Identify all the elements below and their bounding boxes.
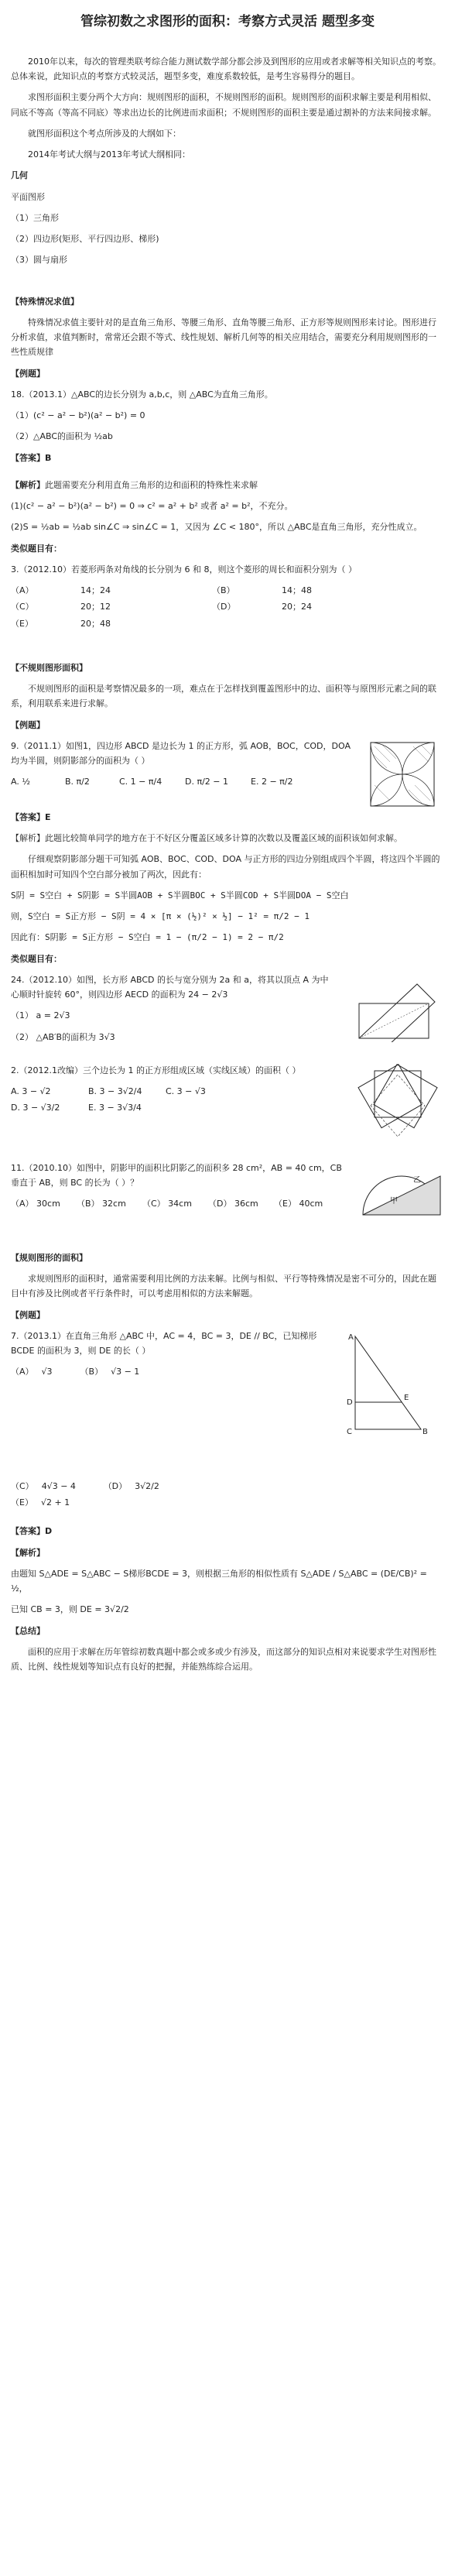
analysis-label: 【解析】 [11,479,45,490]
option: （D） 36cm [208,1199,258,1209]
option-value: √2 + 1 [40,1497,70,1508]
question-text: 7.（2013.1）在直角三角形 △ABC 中，AC = 4，BC = 3，DE // BC，已知梯形 BCDE 的面积为 3，则 DE 的长（ ） [11,1330,317,1356]
article [11,0,444,1674]
question-text: 11.（2010.10）如图中，阴影甲的面积比阴影乙的面积多 28 cm²，AB = 40 cm，CB 垂直于 AB，则 BC 的长为（ ）？ [11,1162,342,1188]
condition-2: （2）△ABC的面积为 ½ab [11,431,113,442]
condition-1: （1） a = 2√3 [11,1010,70,1021]
question-text: 9.（2011.1）如图1，四边形 ABCD 是边长为 1 的正方形，弧 AOB，BOC，COD，DOA 均为半圆，则阴影部分的面积为（ ） [11,740,351,766]
intro-para-3: 就图形面积这个考点所涉及的大纲如下： [28,128,181,139]
option-row [11,599,444,614]
section-heading: 【规则图形的面积】 [11,1252,87,1263]
fig-label-d: D [347,1398,353,1407]
syllabus-item: （2）四边形(矩形、平行四边形、梯形) [11,234,159,244]
formula-line: 则，S空白 = S正方形 − S阴 = 4 × [π × (½)² × ½] − 1² = π/2 − 1 [11,911,310,921]
option-row [11,583,444,598]
analysis-text: 已知 CB = 3，则 DE = 3√2/2 [11,1604,129,1615]
intro-para-4: 2014年考试大纲与2013年考试大纲相同： [28,149,190,159]
option: （B） 32cm [77,1199,126,1209]
option-value: √3 − 1 [111,1367,140,1377]
option: C. 1 − π/4 [119,777,162,787]
question-block [11,1161,444,1223]
syllabus-heading: 几何 [11,170,28,181]
fig-label-b: B [422,1427,428,1436]
question-block [11,972,444,1051]
figure-three-squares [351,1063,444,1148]
section-body: 求规则图形的面积时，通常需要利用比例的方法来解。比例与相似、平行等特殊情况是密不可分的，因此在题目中有涉及比例或者平行条件时，可以考虑用相似的方法来解题。 [11,1274,436,1299]
condition-1: （1）(c² − a² − b²)(a² − b²) = 0 [11,410,145,420]
answer-text: 【答案】D [11,1526,53,1537]
question-block [11,739,444,810]
fig-label-jia: 甲 [390,1196,398,1206]
option: B. π/2 [65,777,90,787]
analysis-text: 此题需要充分利用直角三角形的边和面积的特殊性来求解 [45,479,258,490]
option-row [11,1479,444,1494]
option: （C） 34cm [142,1199,192,1209]
option-value: 14；24 [80,585,111,595]
question-text: 3.（2012.10）若菱形两条对角线的长分别为 6 和 8，则这个菱形的周长和面积分别为（ ） [11,564,357,575]
option-value: 20；24 [282,602,312,612]
option-value: 20；48 [80,618,111,629]
option-value: 4√3 − 4 [41,1480,76,1491]
option: C. 3 − √3 [166,1086,206,1096]
section-heading: 【特殊情况求值】 [11,296,79,307]
fig-label-e: E [404,1393,409,1402]
option-row [11,1084,344,1099]
fig-label-c: C [347,1427,352,1436]
analysis-text: 【解析】此题比较简单同学的地方在于不好区分覆盖区域多计算的次数以及覆盖区域的面积该如何求解。 [11,833,402,843]
section-body: 特殊情况求值主要针对的是直角三角形、等腰三角形、直角等腰三角形、正方形等规则图形来讨论。图形进行分析求值，求值判断时，常常还会跟不等式、线性规划、解析几何等的相关应用结合，需要充分利用规则图形的一些性质规律 [11,317,436,358]
syllabus-item: （1）三角形 [11,212,59,223]
figure-rotated-rectangle [344,972,444,1042]
option-row [11,1364,328,1379]
option: D. 3 − √3/2 [11,1103,60,1113]
option-label: （E） [11,618,33,629]
intro-para-2: 求图形面积主要分两个大方向：规则图形的面积，不规则图形的面积。规则图形的面积求解主要是利用相似、同底不等高（等高不同底）等求出边长的比例进而求面积；不规则图形的面积主要是通过割补的方法来间接求解。 [11,92,436,118]
summary-label: 【总结】 [11,1625,45,1636]
option-label: （B） [212,585,235,595]
condition-2: （2） △AB′B的面积为 3√3 [11,1031,115,1042]
option-value: 3√2/2 [135,1480,159,1491]
option: D. π/2 − 1 [185,777,228,787]
example-label: 【例题】 [11,1309,45,1320]
option-row [11,616,444,631]
option: A. ½ [11,777,30,787]
analysis-text: 仔细观察阴影部分题干可知弧 AOB、BOC、COD、DOA 与正方形的四边分别组成四个半圆，将这四个半圆的面积相加时可知四个空白部分被加了两次，因此有： [11,854,440,880]
option: （A） 30cm [11,1199,60,1209]
intro-para-1: 2010年以来，每次的管理类联考综合能力测试数学部分都会涉及到图形的应用或者求解等相关知识点的考察。总体来说，此知识点的考察方式较灵活，题型多变，难度系数较低，是考生容易得分的题目。 [11,56,441,81]
option: E. 2 − π/2 [251,777,293,787]
option-row [11,1196,351,1211]
syllabus-sub: 平面图形 [11,191,45,202]
question-block [11,1063,444,1148]
figure-semicircle-shaded [359,1161,444,1223]
analysis-line-2: (2)S = ½ab = ½ab sin∠C ⇒ sin∠C = 1，又因为 ∠C < 180°，所以 △ABC是直角三角形，充分性成立。 [11,522,422,533]
formula-line: S阴 = S空白 + S阴影 = S半圆AOB + S半圆BOC + S半圆COD + S半圆DOA − S空白 [11,890,349,900]
option-label: （D） [212,602,236,612]
option-label: （C） [11,602,34,612]
option-label: （C） [11,1480,34,1491]
fig-label-yi: 乙 [413,1175,421,1185]
answer-text: 【答案】B [11,452,52,463]
option-row [11,1495,444,1510]
syllabus-item: （3）圆与扇形 [11,255,67,266]
option: B. 3 − 3√2/4 [88,1086,142,1096]
example-label: 【例题】 [11,719,45,730]
option-value: 20；12 [80,602,111,612]
figure-right-triangle [336,1329,444,1437]
option-label: （D） [103,1480,128,1491]
section-body: 不规则图形的面积是考察情况最多的一项，难点在于怎样找到覆盖图形中的边、面积等与原图形元素之间的联系，利用联系来进行求解。 [11,684,436,709]
similar-label: 类似题目有： [11,953,62,964]
option: A. 3 − √2 [11,1086,51,1096]
option-value: 14；48 [282,585,312,595]
option: （E） 40cm [274,1199,323,1209]
similar-label: 类似题目有： [11,543,62,554]
option-row [11,1100,344,1115]
page-title: 管综初数之求图形的面积：考察方式灵活 题型多变 [80,14,375,29]
question-text: 18.（2013.1）△ABC的边长分别为 a,b,c，则 △ABC为直角三角形。 [11,389,273,400]
section-heading: 【不规则图形面积】 [11,662,87,673]
option-row [11,774,359,789]
option-label: （B） [80,1367,104,1377]
figure-square-semicircles [367,739,444,810]
question-block [11,1329,444,1437]
formula-line: 因此有：S阴影 = S正方形 − S空白 = 1 − (π/2 − 1) = 2 − π/2 [11,932,284,943]
option-value: √3 [41,1367,53,1377]
analysis-text: 由题知 S△ADE = S△ABC − S梯形BCDE = 3，则根据三角形的相似性质有 S△ADE / S△ABC = (DE/CB)² = ½， [11,1568,427,1593]
question-text: 2.（2012.1改编）三个边长为 1 的正方形组成区域（实线区域）的面积（ ） [11,1065,301,1075]
option-label: （A） [11,585,34,595]
question-text: 24.（2012.10）如图，长方形 ABCD 的长与宽分别为 2a 和 a，将其以顶点 A 为中心顺时针旋转 60°，则四边形 AECD 的面积为 24 − 2√3 [11,974,329,1000]
analysis-line-1: (1)(c² − a² − b²)(a² − b²) = 0 ⇒ c² = a² + b² 或者 a² = b²，不充分。 [11,501,293,511]
answer-text: 【答案】E [11,811,51,822]
example-label: 【例题】 [11,368,45,379]
analysis-label: 【解析】 [11,1547,45,1558]
fig-label-a: A [348,1333,354,1342]
option: E. 3 − 3√3/4 [88,1103,142,1113]
option-label: （A） [11,1367,34,1377]
option-label: （E） [11,1497,33,1508]
summary-text: 面积的应用于求解在历年管综初数真题中都会或多或少有涉及，而这部分的知识点相对来说要求学生对图形性质、比例、线性规划等知识点有良好的把握，并能熟练综合运用。 [11,1646,436,1672]
